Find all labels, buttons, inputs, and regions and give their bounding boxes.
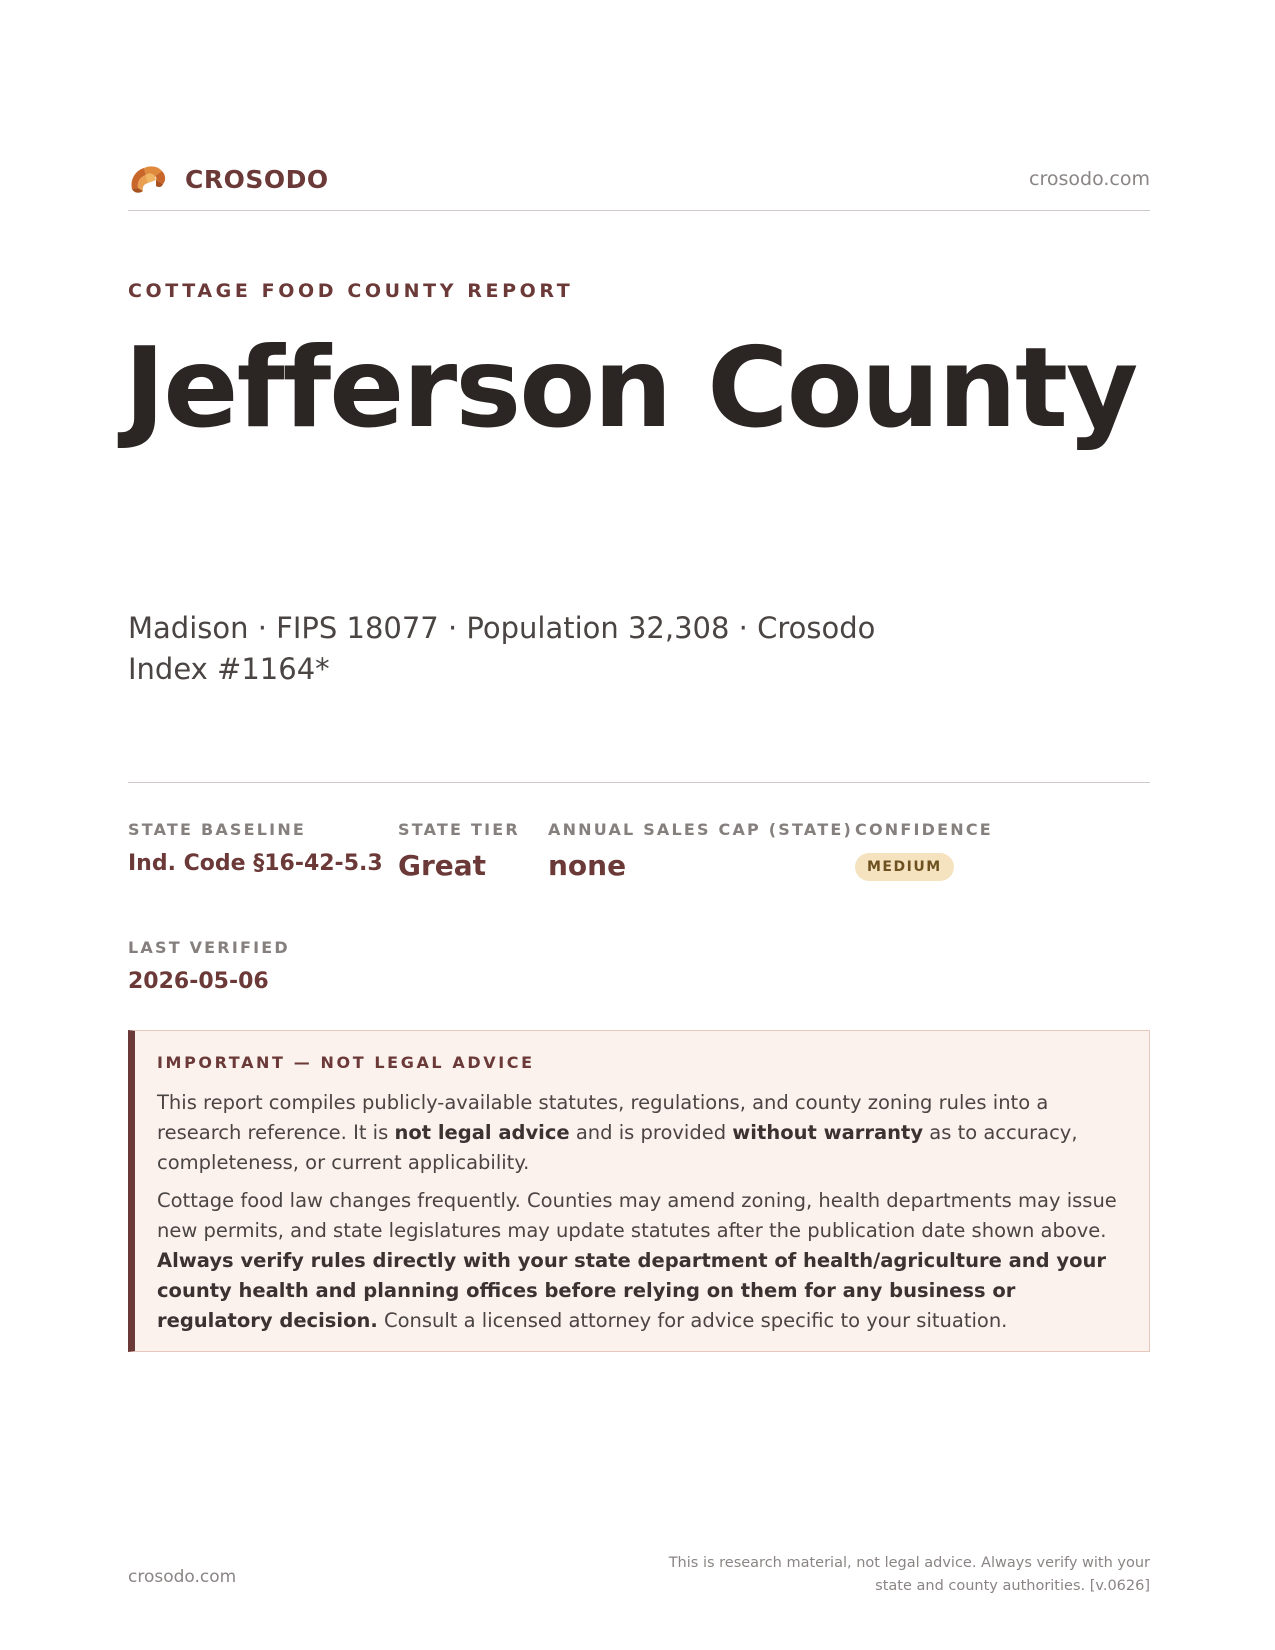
notice-heading: IMPORTANT — NOT LEGAL ADVICE xyxy=(157,1053,535,1072)
meta-label: ANNUAL SALES CAP (STATE) xyxy=(548,820,853,839)
notice-paragraph xyxy=(157,1186,1137,1336)
meta-state-tier xyxy=(398,820,520,882)
notice-text: as to accuracy, completeness, or current applicability. xyxy=(157,1121,1078,1174)
state-baseline-value: Ind. Code §16-42-5.3 xyxy=(128,851,383,876)
meta-label: STATE TIER xyxy=(398,820,520,839)
report-page xyxy=(124,0,1150,1650)
notice-text: This report compiles publicly-available statutes, regulations, and county zoning rules into a research reference. It is xyxy=(157,1091,1049,1144)
last-verified-value: 2026-05-06 xyxy=(128,969,269,994)
notice-text: Consult a licensed attorney for advice specific to your situation. xyxy=(377,1309,1008,1332)
notice-text: and is provided xyxy=(569,1121,733,1144)
header-divider xyxy=(128,210,1150,211)
footer-url[interactable]: crosodo.com xyxy=(128,1567,237,1587)
page-header xyxy=(128,156,1150,206)
brand-name: CROSODO xyxy=(185,164,329,194)
report-eyebrow: COTTAGE FOOD COUNTY REPORT xyxy=(128,280,574,302)
brand[interactable] xyxy=(128,159,329,199)
page-title: Jefferson County xyxy=(124,324,1137,453)
meta-confidence xyxy=(855,820,993,881)
sales-cap-value: none xyxy=(548,849,627,882)
meta-label: LAST VERIFIED xyxy=(128,938,290,957)
meta-last-verified xyxy=(128,938,290,994)
notice-text: Cottage food law changes frequently. Counties may amend zoning, health departments may issue new permits, and state legislatures may update statutes after the publication date shown above. xyxy=(157,1189,1117,1242)
notice-paragraph xyxy=(157,1088,1137,1178)
meta-state-baseline xyxy=(128,820,383,876)
notice-emphasis: Always verify rules directly with your state department of health/agriculture and your county health and planning offices before relying on them for any business or regulatory decision. xyxy=(157,1249,1107,1332)
footer-disclaimer: This is research material, not legal advice. Always verify with your state and county authorities. [v.0626] xyxy=(668,1555,1150,1594)
notice-emphasis: without warranty xyxy=(732,1121,924,1144)
croissant-icon xyxy=(128,159,168,199)
header-url[interactable]: crosodo.com xyxy=(1029,168,1150,190)
county-subtitle: Madison · FIPS 18077 · Population 32,308 · Crosodo Index #1164* xyxy=(128,611,876,686)
section-divider xyxy=(128,782,1150,783)
meta-sales-cap xyxy=(548,820,853,882)
notice-emphasis: not legal advice xyxy=(394,1121,570,1144)
meta-label: CONFIDENCE xyxy=(855,820,993,839)
meta-label: STATE BASELINE xyxy=(128,820,307,839)
legal-notice xyxy=(128,1030,1150,1352)
state-tier-value: Great xyxy=(398,849,487,882)
confidence-badge: MEDIUM xyxy=(855,853,954,881)
